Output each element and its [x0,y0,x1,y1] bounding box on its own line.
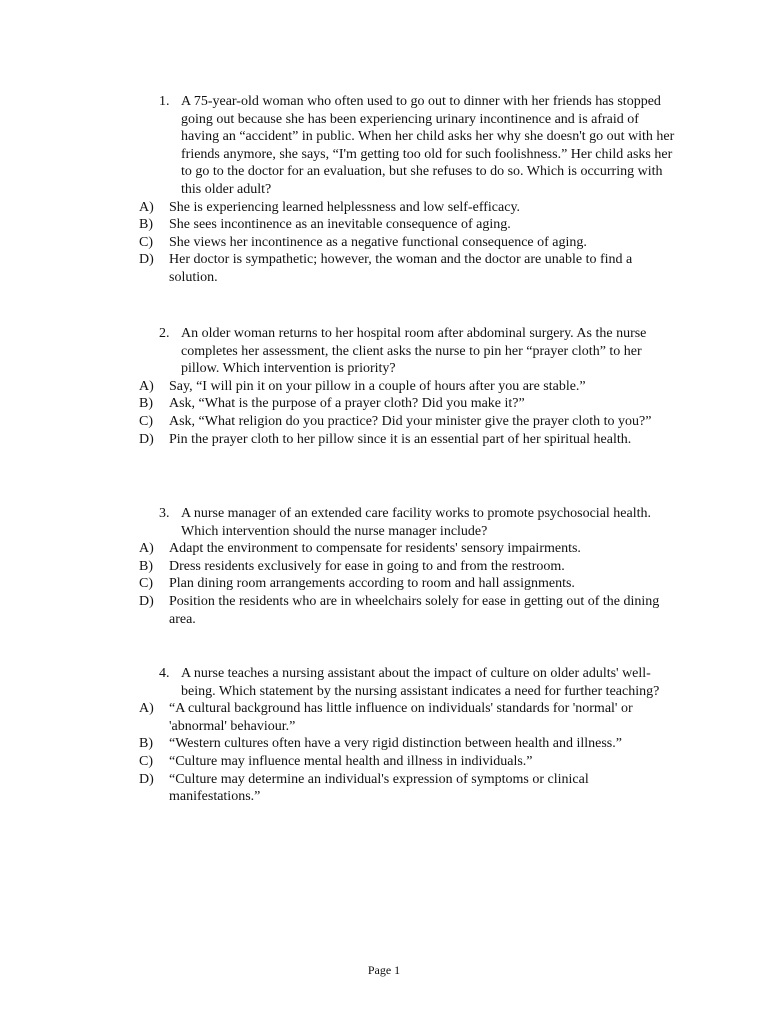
option-letter: B) [139,558,153,574]
option-text: “Western cultures often have a very rigid distinction between health and illness.” [169,736,622,752]
answer-option-d [139,251,674,286]
option-letter: B) [139,396,153,412]
option-letter: D) [139,593,154,609]
option-text: “A cultural background has little influence on individuals' standards for 'normal' or 'abnormal' behaviour.” [169,701,633,734]
question-number: 2. [159,326,170,341]
page-number: Page 1 [367,963,401,977]
question-number: 4. [159,666,170,681]
option-text: She views her incontinence as a negative functional consequence of aging. [169,234,587,250]
option-text: Adapt the environment to compensate for residents' sensory impairments. [169,541,581,557]
option-letter: C) [139,234,153,250]
option-text: Position the residents who are in wheelchairs solely for ease in getting out of the dining area. [169,593,660,627]
answer-option-c [139,413,674,431]
question-1 [0,93,768,287]
option-letter: D) [139,252,154,268]
option-text: She is experiencing learned helplessness and low self-efficacy. [169,199,521,215]
question-stem [159,93,676,199]
option-letter: B) [139,736,153,752]
question-2 [0,325,768,448]
option-letter: D) [139,431,154,447]
option-letter: B) [139,217,153,233]
question-3 [0,505,768,628]
question-text: A nurse manager of an extended care facility works to promote psychosocial health. Which intervention should the nurse manager include? [181,506,652,539]
question-stem [159,505,676,540]
option-text: “Culture may influence mental health and illness in individuals.” [169,753,533,769]
option-text: She sees incontinence as an inevitable consequence of aging. [169,217,511,233]
question-text: A 75-year-old woman who often used to go out to dinner with her friends has stopped going out because she has been experiencing urinary incontinence and is afraid of having an “accident” in public. When her child asks her why she doesn't go out with her friends anymore, she says, “I'm getting too old for such foolishness.” Her child asks her to go to the doctor for an evaluation, but she refuses to do so. Which is occurring with this older adult? [181,94,675,197]
answer-option-b [139,558,674,576]
option-text: Plan dining room arrangements according to room and hall assignments. [169,576,575,592]
option-letter: A) [139,199,154,215]
option-letter: D) [139,771,154,787]
option-letter: C) [139,413,153,429]
answer-option-a [139,378,674,396]
option-text: “Culture may determine an individual's expression of symptoms or clinical manifestations.” [169,771,589,805]
question-text: A nurse teaches a nursing assistant about the impact of culture on older adults' well-being. Which statement by the nursing assistant indicates a need for further teaching? [181,666,660,699]
answer-option-c [139,575,674,593]
option-letter: A) [139,378,154,394]
answer-option-a [139,540,674,558]
question-stem [159,325,676,378]
question-text: An older woman returns to her hospital room after abdominal surgery. As the nurse completes her assessment, the client asks the nurse to pin her “prayer cloth” to her pillow. Which intervention is priority? [181,326,647,377]
option-letter: A) [139,701,154,717]
question-stem [159,665,676,700]
option-text: Pin the prayer cloth to her pillow since it is an essential part of her spiritual health. [169,431,632,447]
answer-option-b [139,216,674,234]
answer-option-b [139,735,674,753]
answer-option-d [139,771,674,806]
answer-option-a [139,199,674,217]
answer-option-c [139,234,674,252]
question-4 [0,665,768,806]
option-letter: A) [139,541,154,557]
question-number: 3. [159,506,170,521]
answer-option-d [139,593,674,628]
answer-option-b [139,395,674,413]
answer-option-c [139,753,674,771]
option-text: Dress residents exclusively for ease in going to and from the restroom. [169,558,565,574]
option-text: Ask, “What is the purpose of a prayer cloth? Did you make it?” [169,396,525,412]
option-letter: C) [139,753,153,769]
option-text: Say, “I will pin it on your pillow in a couple of hours after you are stable.” [169,378,586,394]
answer-option-d [139,431,674,449]
option-text: Ask, “What religion do you practice? Did your minister give the prayer cloth to you?” [169,413,652,429]
option-letter: C) [139,576,153,592]
option-text: Her doctor is sympathetic; however, the woman and the doctor are unable to find a solution. [169,252,633,285]
answer-option-a [139,700,674,735]
question-number: 1. [159,94,170,109]
